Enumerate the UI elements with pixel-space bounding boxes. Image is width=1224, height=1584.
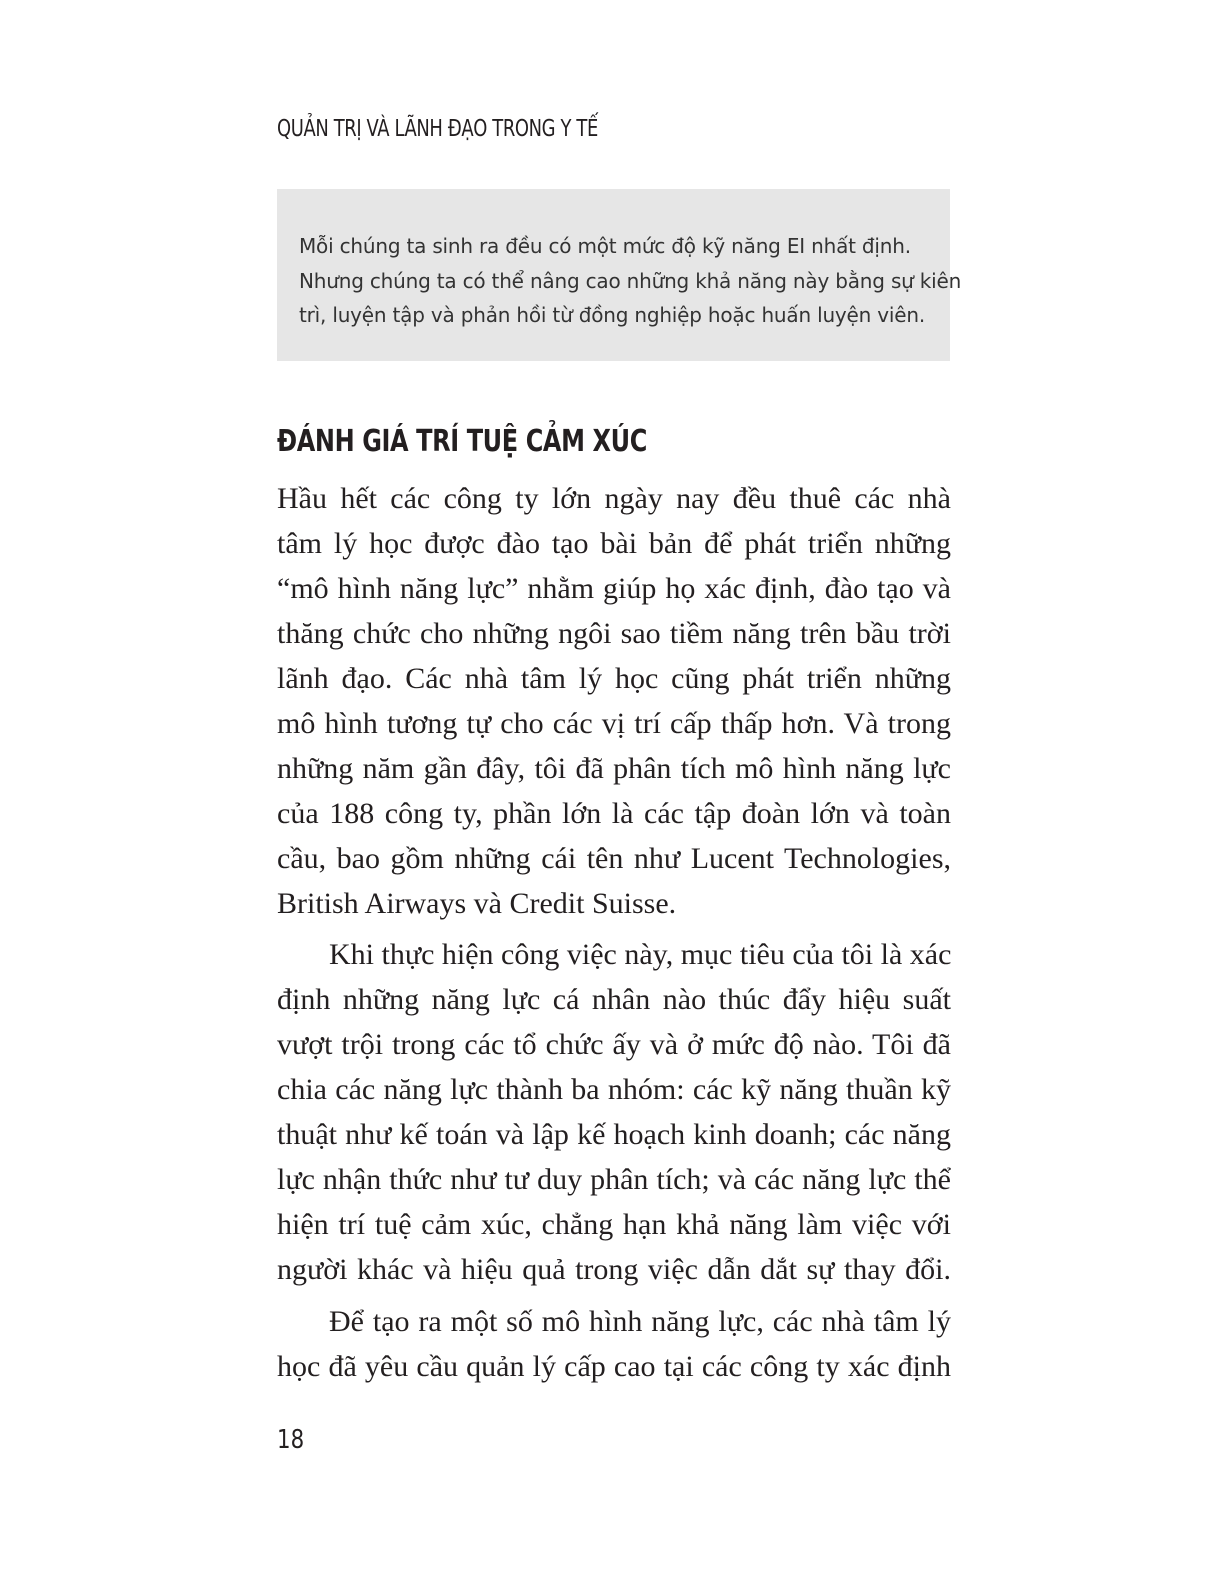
text-line: Để tạo ra một số mô hình năng lực, các nhà tâm lý <box>329 1305 951 1338</box>
body-paragraph <box>277 932 951 1292</box>
text-line: thăng chức cho những ngôi sao tiềm năng trên bầu trời <box>277 617 951 650</box>
text-line: định những năng lực cá nhân nào thúc đẩy hiệu suất <box>277 983 951 1016</box>
text-line: cầu, bao gồm những cái tên như Lucent Technologies, <box>277 842 951 875</box>
text-line: học đã yêu cầu quản lý cấp cao tại các công ty xác định <box>277 1350 951 1383</box>
text-line: người khác và hiệu quả trong việc dẫn dắt sự thay đổi. <box>277 1253 951 1286</box>
callout-box <box>277 189 962 361</box>
text-line: “mô hình năng lực” nhằm giúp họ xác định, đào tạo và <box>277 572 951 605</box>
text-line: Khi thực hiện công việc này, mục tiêu của tôi là xác <box>329 938 952 971</box>
text-line: vượt trội trong các tổ chức ấy và ở mức độ nào. Tôi đã <box>277 1028 951 1061</box>
text-line: thuật như kế toán và lập kế hoạch kinh doanh; các năng <box>277 1118 951 1151</box>
callout-line: trì, luyện tập và phản hồi từ đồng nghiệp hoặc huấn luyện viên. <box>299 303 926 327</box>
text-line: tâm lý học được đào tạo bài bản để phát triển những <box>277 527 951 560</box>
callout-line: Nhưng chúng ta có thể nâng cao những khả năng này bằng sự kiên <box>299 268 962 293</box>
text-line: hiện trí tuệ cảm xúc, chẳng hạn khả năng làm việc với <box>277 1208 951 1241</box>
text-line: lãnh đạo. Các nhà tâm lý học cũng phát triển những <box>277 662 951 695</box>
text-line: Hầu hết các công ty lớn ngày nay đều thuê các nhà <box>277 482 951 515</box>
callout-line: Mỗi chúng ta sinh ra đều có một mức độ kỹ năng EI nhất định. <box>299 234 911 258</box>
text-line: British Airways và Credit Suisse. <box>277 887 677 920</box>
text-line: lực nhận thức như tư duy phân tích; và các năng lực thể <box>277 1163 951 1196</box>
text-line: mô hình tương tự cho các vị trí cấp thấp hơn. Và trong <box>277 707 951 740</box>
text-line: của 188 công ty, phần lớn là các tập đoàn lớn và toàn <box>277 797 951 830</box>
running-header: QUẢN TRỊ VÀ LÃNH ĐẠO TRONG Y TẾ <box>277 116 598 142</box>
body-paragraph <box>277 1299 951 1389</box>
page-number: 18 <box>277 1425 305 1455</box>
text-line: chia các năng lực thành ba nhóm: các kỹ năng thuần kỹ <box>277 1073 951 1106</box>
text-line: những năm gần đây, tôi đã phân tích mô hình năng lực <box>277 752 951 785</box>
body-paragraph <box>277 476 951 926</box>
section-heading: ĐÁNH GIÁ TRÍ TUỆ CẢM XÚC <box>277 424 647 459</box>
callout-text <box>299 229 962 333</box>
